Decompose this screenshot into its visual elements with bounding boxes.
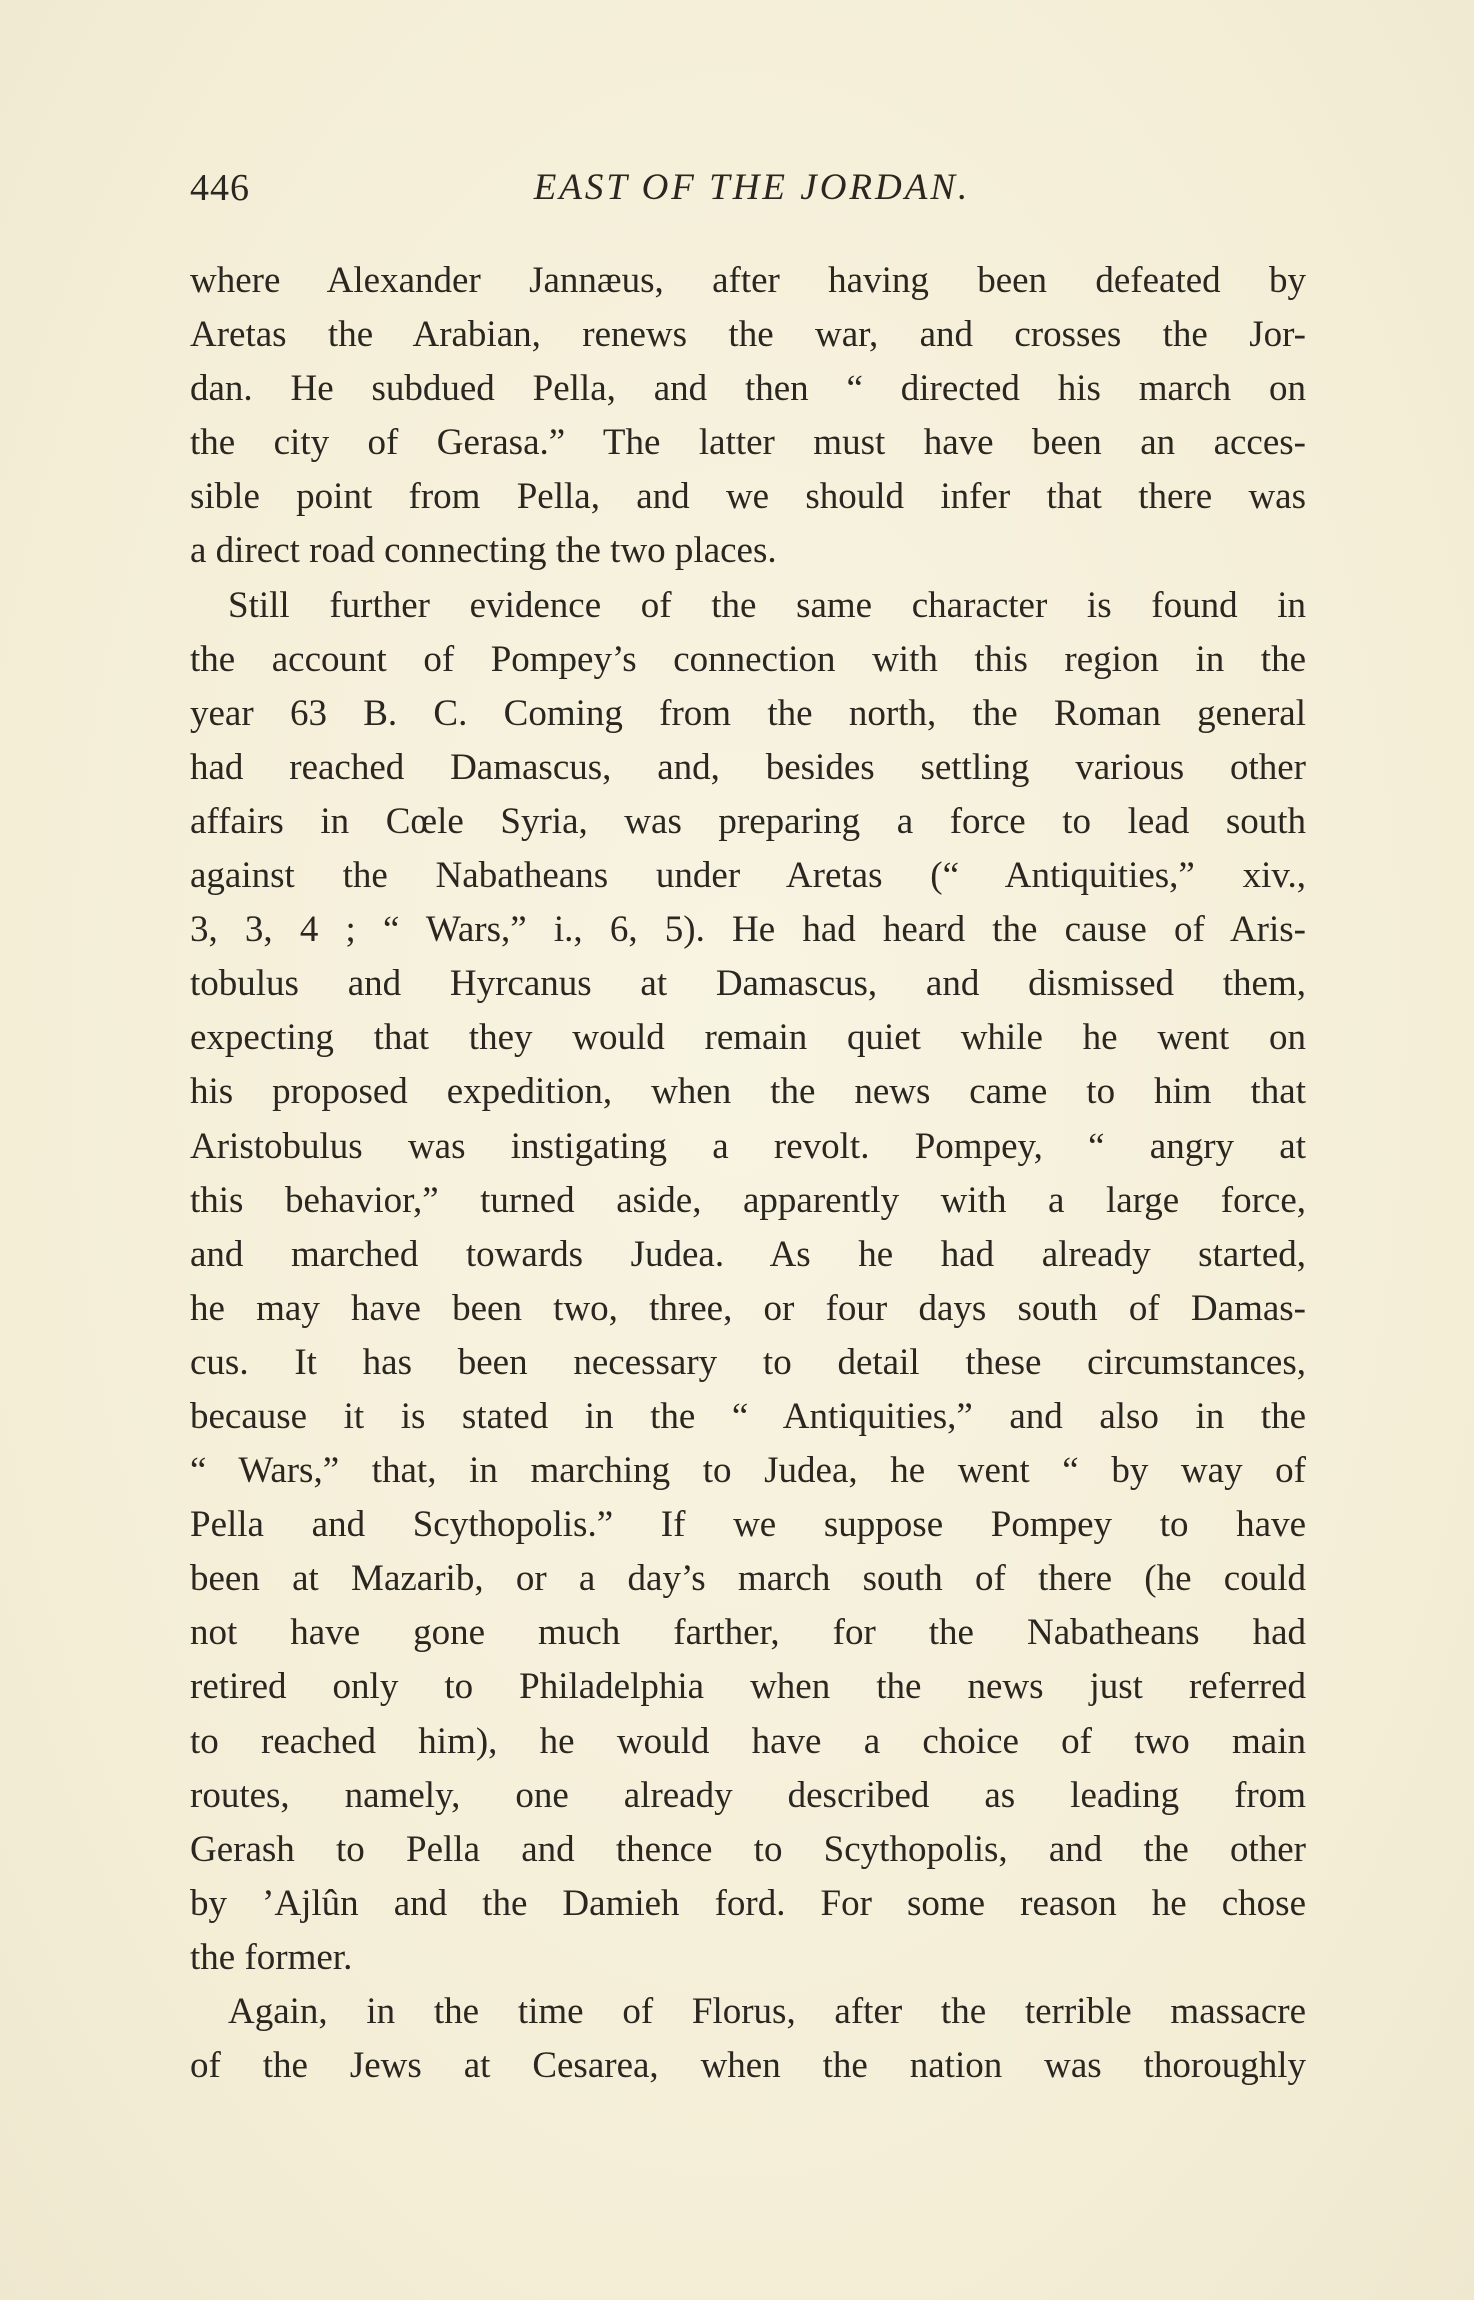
text-line: he may have been two, three, or four days south of Damas- xyxy=(190,1287,1306,1329)
text-line: because it is stated in the “ Antiquities,” and also in the xyxy=(190,1395,1306,1437)
text-line: been at Mazarib, or a day’s march south of there (he could xyxy=(190,1558,1306,1600)
text-line: tobulus and Hyrcanus at Damascus, and dismissed them, xyxy=(190,963,1306,1005)
text-line: by ’Ajlûn and the Damieh ford. For some reason he chose xyxy=(190,1882,1306,1924)
page-number: 446 xyxy=(190,167,250,209)
text-line: this behavior,” turned aside, apparently with a large force, xyxy=(190,1179,1306,1221)
text-line: dan. He subdued Pella, and then “ directed his march on xyxy=(190,368,1306,410)
text-line: and marched towards Judea. As he had already started, xyxy=(190,1233,1306,1275)
text-line: had reached Damascus, and, besides settling various other xyxy=(190,746,1306,788)
text-line: year 63 B. C. Coming from the north, the Roman general xyxy=(190,692,1306,734)
text-line: Still further evidence of the same character is found in xyxy=(228,584,1306,626)
page-header xyxy=(190,166,1314,216)
text-line: retired only to Philadelphia when the news just referred xyxy=(190,1666,1306,1708)
text-line: cus. It has been necessary to detail these circumstances, xyxy=(190,1341,1306,1383)
text-line: Again, in the time of Florus, after the terrible massacre xyxy=(228,1991,1306,2032)
text-line: Gerash to Pella and thence to Scythopolis, and the other xyxy=(190,1828,1306,1870)
text-line: to reached him), he would have a choice of two main xyxy=(190,1720,1306,1762)
body-text xyxy=(190,254,1306,2093)
text-line: the account of Pompey’s connection with this region in the xyxy=(190,638,1306,680)
text-line: Aristobulus was instigating a revolt. Pompey, “ angry at xyxy=(190,1125,1306,1167)
text-line: Pella and Scythopolis.” If we suppose Pompey to have xyxy=(190,1504,1306,1546)
text-line: not have gone much farther, for the Nabatheans had xyxy=(190,1612,1306,1654)
text-line: affairs in Cœle Syria, was preparing a force to lead south xyxy=(190,800,1306,842)
running-head: EAST OF THE JORDAN. xyxy=(533,167,971,208)
text-line: a direct road connecting the two places. xyxy=(190,530,777,572)
text-line: 3, 3, 4 ; “ Wars,” i., 6, 5). He had heard the cause of Aris- xyxy=(190,909,1306,951)
text-line: the city of Gerasa.” The latter must have been an acces- xyxy=(190,422,1306,464)
text-line: sible point from Pella, and we should infer that there was xyxy=(190,476,1306,518)
text-line: Aretas the Arabian, renews the war, and crosses the Jor- xyxy=(190,314,1306,356)
text-line: against the Nabatheans under Aretas (“ Antiquities,” xiv., xyxy=(190,855,1306,897)
text-line: routes, namely, one already described as leading from xyxy=(190,1774,1306,1816)
text-line: where Alexander Jannæus, after having been defeated by xyxy=(190,260,1306,301)
text-line: the former. xyxy=(190,1936,353,1978)
text-line: expecting that they would remain quiet while he went on xyxy=(190,1017,1306,1059)
text-line: “ Wars,” that, in marching to Judea, he went “ by way of xyxy=(190,1450,1306,1492)
text-line: his proposed expedition, when the news came to him that xyxy=(190,1071,1306,1113)
text-line: of the Jews at Cesarea, when the nation was thoroughly xyxy=(190,2045,1306,2087)
